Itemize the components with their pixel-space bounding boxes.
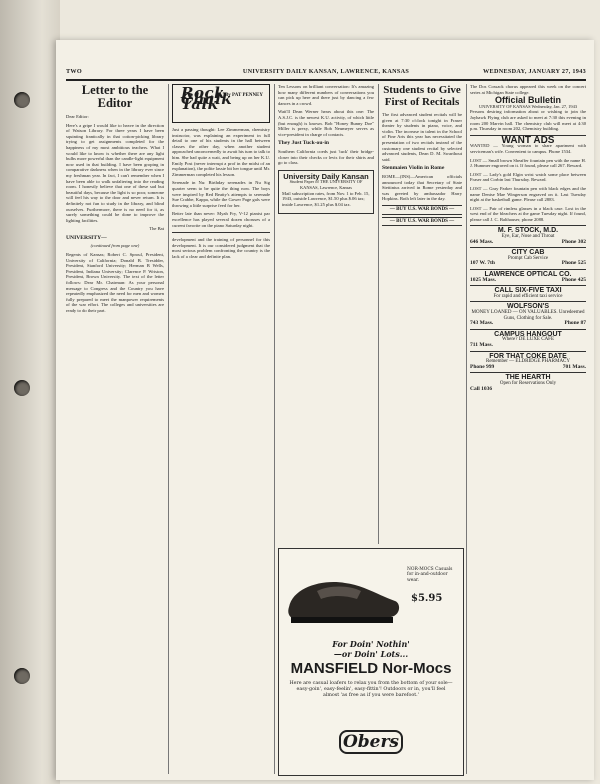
classified-contact-row xyxy=(470,365,586,371)
classified-ad xyxy=(470,285,586,301)
classified-ad xyxy=(470,372,586,394)
want-ad-item: LOST — Lady's gold Elgin wrist watch some place between Fraser and Corbin last Thursday. Reward. xyxy=(470,171,586,183)
classified-ad xyxy=(470,301,586,328)
rome-body: ROME—(INS)—American officials announced today that Secretary of State Stettinius arrived in Rome yesterday and was greeted by ambassador Harry Hopkins. Both left later in the day. xyxy=(382,173,462,202)
classified-contact-row xyxy=(470,278,586,284)
classified-ad xyxy=(470,225,586,247)
want-ads-title: WANT ADS xyxy=(470,135,586,144)
shoe-price: $5.95 xyxy=(411,593,443,604)
classified-contact-row xyxy=(470,240,586,246)
section-title: UNIVERSITY— xyxy=(66,234,107,241)
classified-address: Phone 999 xyxy=(470,363,495,370)
classified-name: LAWRENCE OPTICAL CO. xyxy=(484,271,572,279)
column-rule xyxy=(466,84,467,774)
war-bonds-banner: — BUY U.S. WAR BONDS — xyxy=(382,205,462,215)
classified-name: CAMPUS HANGOUT xyxy=(494,330,562,338)
want-ad-item: WANTED — Young woman to share apartment with serviceman's wife. Convenient to campus. Phone 1534. xyxy=(470,143,586,154)
bulletin-body: Persons desiring information about or wishing to join the Jayhawk Flying club are asked to meet at 7:30 this evening in room 200 Marvin hall. The chemistry club will meet at 4:30 p.m. Thursday in room 202, Chemistry building. xyxy=(470,109,586,132)
letter-headline: Letter to the Editor xyxy=(81,84,149,110)
bulletin-subtitle: UNIVERSITY OF KANSAS Wednesday, Jan. 27, 1943 xyxy=(478,103,578,109)
want-ad-item: LOST — Pair of rimless glasses in a black case. Lost in the west end of the bleachers at the game Tuesday night. If found, please call J. C. Balthauser, phone 2088. xyxy=(470,205,586,222)
column-rule xyxy=(274,84,275,774)
page-number: TWO xyxy=(66,68,83,75)
classified-subtitle: Open for Reservations Only xyxy=(499,380,557,386)
classified-name: CALL SIX-FIVE TAXI xyxy=(494,287,562,295)
classified-name: M. F. STOCK, M.D. xyxy=(497,227,559,235)
letter-column xyxy=(66,84,164,774)
shoe-ad xyxy=(278,548,464,776)
kansan-body: Mail subscription rates, from Nov. 1 to Feb. 15, 1943, outside Lawrence, $1.50 plus $.06 tax; inside Lawrence, $1.25 plus $.04 tax. xyxy=(282,190,370,207)
classified-subtitle: Remember — ELDRIDGE PHARMACY xyxy=(485,359,571,365)
classified-phone: Phone 425 xyxy=(561,276,586,283)
classified-address: 107 W. 7th xyxy=(470,260,495,267)
classified-contact-row xyxy=(470,387,586,393)
classified-name: CITY CAB xyxy=(511,249,545,257)
classified-address: 646 Mass. xyxy=(470,238,494,245)
issue-date: WEDNESDAY, JANUARY 27, 1943 xyxy=(483,68,586,75)
chalk-column xyxy=(172,84,270,774)
chalk-byline: By PAT PENNEY xyxy=(224,93,263,98)
section-body: Regents of Kansas; Robert C. Sproul, President, University of California; Donald B. Tresidder, President, Stanford University; Herman B Wells, President, Indiana University; Clarence P. Wriston, President, Brown University. The text of the letter follows: Dear Mr. Chairman: As your personal message to Congress and the Country you have repeatedly emphasized the need for men and women fully prepared to meet the manpower requirements of the war effort. The colleges and universities are ready to do their part. xyxy=(66,252,164,313)
section-note: (continued from page one) xyxy=(90,243,140,249)
classified-subtitle: MONEY LOANED — ON VALUABLES. Unredeemed Guns, Clothing for Sale. xyxy=(471,310,585,321)
classified-contact-row xyxy=(470,321,586,327)
classified-phone: Phone 87 xyxy=(564,320,586,327)
war-bonds-banner: — BUY U.S. WAR BONDS — xyxy=(382,217,462,227)
kansan-box xyxy=(278,170,374,215)
classified-address: 1025 Mass. xyxy=(470,276,496,283)
classified-contact-row xyxy=(470,261,586,267)
classified-name: FOR THAT COKE DATE xyxy=(489,352,567,360)
binder-edge xyxy=(0,0,60,784)
recital-headline: Students to Give First of Recitals xyxy=(383,84,461,108)
tuck-body: Southern California coeds just 'tuck' their bridge-closer into their checks or levis for their shirts and go to class. xyxy=(278,148,374,166)
ad-brand: MANSFIELD Nor-Mocs xyxy=(290,660,452,677)
rome-headline: Stenmaien Violin in Rome xyxy=(382,165,445,172)
chalk-lower: development and the training of personnel for this development. It is our considered judgment that the most serious problem confronting the country is the lack of a clear and definite plan. xyxy=(172,237,270,259)
recital-column xyxy=(382,84,462,544)
classified-address: 711 Mass. xyxy=(470,341,493,348)
classified-phone: Phone 525 xyxy=(561,260,586,267)
chalk-serenade: Serenade in Nu: Birthday serenades in Nu Sig quarter seem to be quite the thing now. The boys were inspired by Red Beatty's attempts to serenade Sue Crabbe, Kappa, while the Gower Page gals were throwing a little surprise feed for her. xyxy=(172,180,270,208)
chalk-banner xyxy=(172,84,270,123)
ad-tagline-1: For Doin' Nothin' xyxy=(332,639,410,649)
kansan-subtitle: Student Paper of THE UNIVERSITY OF KANSAS, Lawrence, Kansas xyxy=(289,179,363,190)
classified-list xyxy=(470,225,586,394)
kansan-title: University Daily Kansan xyxy=(283,171,369,181)
chalk-body: Just a passing thought: Lee Zimmerman, chemistry instructor, was explaining an experiment in full detail to one of his students in the hall between classes the other day, when another student approached unconcernedly to await his turn to talk to him. She had quite a wait, and being up on her K.U. Emily Post (never interrupt a prof in the midst of an explanation), the polite lassie bit her tongue until Mr. Zimmerman completed his lesson. xyxy=(172,127,270,177)
bulletin-title: Official Bulletin xyxy=(494,95,561,106)
chalk-title: Rock Chalk Talk xyxy=(181,84,233,114)
want-ad-item: LOST — Gray Parker fountain pen with black edges and the name Denise Mae Wingerson engraved on it. Last Tuesday night at the basketball game. Please call 2883. xyxy=(470,185,586,203)
classified-name: WOLFSON'S xyxy=(506,303,550,311)
classified-subtitle: Eye, Ear, Nose and Throat xyxy=(501,234,555,240)
classified-ad xyxy=(470,247,586,269)
shoe-note: NOR-MOCS Casuals for in-and-outdoor wear. xyxy=(407,567,453,583)
binder-hole xyxy=(14,92,30,108)
recital-body: The first advanced student recitals will be given at 7:30 o'clock tonight in Fraser theater by students in piano, voice, and violin. The increase in talent in the School of Fine Arts this year has necessitated the presentation of two recitals instead of the customary one student recital by selected advanced students, Dean D. M. Swarthout said. xyxy=(382,112,462,162)
masthead-rule xyxy=(66,79,586,81)
classified-address: Call 1036 xyxy=(470,385,493,392)
classified-ad xyxy=(470,351,586,373)
letter-body: Here's a gripe I would like to heave in the direction of Watson Library. For three years I have been squinting frantically in that cotton-picking library trying to get assignments completed for the happiness of my most ambitious teachers. What I would like to know is whether there are any light bulbs more powerful than the candle-light equipment now used in that building. I have been groping in comparative darkness when in the library ever since my freshman year. In fact, I can't remember when I have been able to walk unfaltering into the reading room. I honestly believe that one of these sad but beautiful days, because the light is so poor, someone will feel his way to the door and never return. It is definitely not fun to study in the library, and blind ourselves. Furthermore, there is no need for it, as surely something could be done to improve the lighting facilities. xyxy=(66,122,164,223)
classified-ad xyxy=(470,269,586,285)
newspaper-page xyxy=(56,40,594,780)
conversation-item: Ten Lessons on brilliant conversation: It's amazing how many different numbers of conversations you can pick up here and there just by dancing a few dances in a crowd. xyxy=(278,84,374,106)
classified-name: THE HEARTH xyxy=(505,374,551,382)
classified-column xyxy=(470,84,586,774)
wait-item: Wait'll Dean Werner hears about this one: The A.S.J.C. is the newest K.U. activity, of which little (but enough) is known. Bob "Honey Bunny Doe" Miller is prexy, while Bob Neumeyer serves as vice-president in charge of contacts. xyxy=(278,109,374,137)
chalk-body-2: Better late than never: Myah Fry, V-12 pianist par excellence has played several dozen choruses of a current favorite on the piano Saturday night. xyxy=(172,211,270,228)
tuck-headline: They Just Tuck-ou-in xyxy=(278,140,329,147)
want-ad-item: LOST — Small brown Sheaffer fountain pen with the name H. J. Hummer engraved on it. If found, please call 267. Reward. xyxy=(470,157,586,169)
dos-cossack-note: The Dos Cossack chorus appeared this week on the concert series at Michigan State college. xyxy=(470,84,586,95)
classified-ad xyxy=(470,329,586,351)
column-rule xyxy=(168,84,169,774)
binder-hole xyxy=(14,380,30,396)
column-rule xyxy=(378,84,379,544)
classified-contact-row xyxy=(470,343,586,349)
classified-address: 743 Mass. xyxy=(470,320,494,327)
divider xyxy=(172,232,270,233)
letter-salutation: Dear Editor: xyxy=(66,114,89,119)
classified-subtitle: For rapid and efficient taxi service xyxy=(493,293,563,299)
ad-body: Here are casual loafers to relax you from the bottom of your sole—easy-goin', easy-feelin', easy-fittin'! Outdoors or in, you'll feel almost 'as free as if you were barefoot.' xyxy=(289,681,453,698)
want-ads-list xyxy=(470,143,586,222)
letter-signature: The Bat xyxy=(149,226,164,232)
classified-subtitle: Where? DE LUXE CAFE xyxy=(501,337,555,343)
classified-phone: 701 Mass. xyxy=(562,363,586,370)
paper-name: UNIVERSITY DAILY KANSAN, LAWRENCE, KANSAS xyxy=(242,68,410,75)
store-logo: Obers xyxy=(339,730,403,754)
ad-tagline-2: —or Doin' Lots... xyxy=(333,649,409,659)
loafer-shoe-icon xyxy=(283,557,403,631)
binder-hole xyxy=(14,668,30,684)
classified-subtitle: Prompt Cab Service xyxy=(507,255,549,261)
classified-phone: Phone 302 xyxy=(561,238,586,245)
